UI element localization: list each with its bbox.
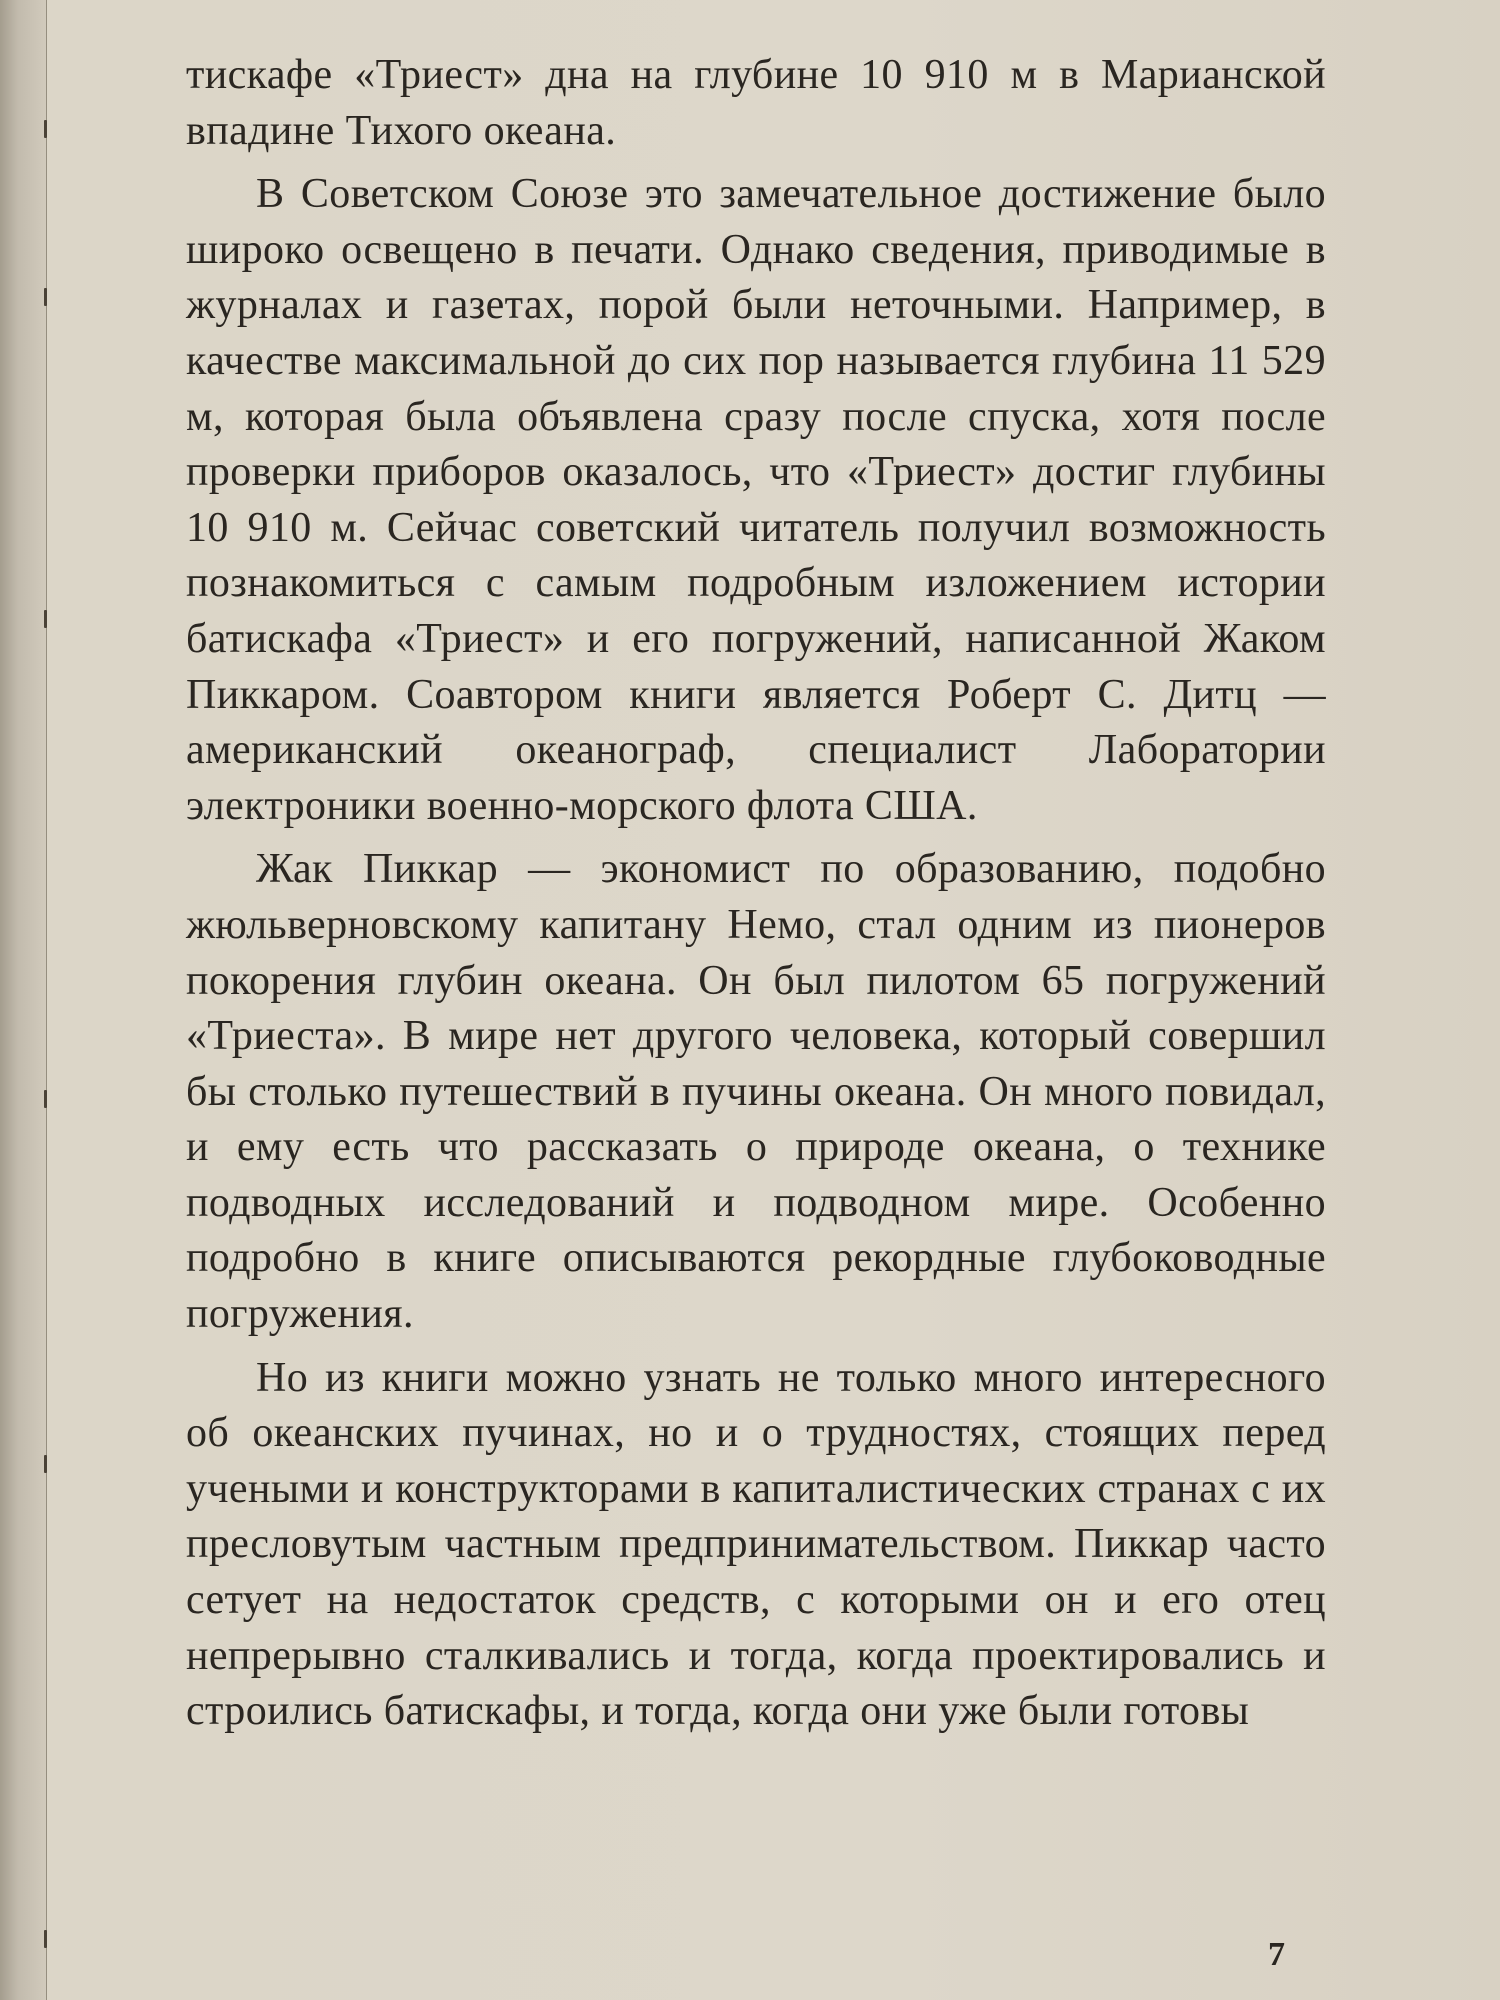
page-number: 7 — [1268, 1936, 1285, 1973]
paragraph-continuation: тискафе «Триест» дна на глубине 10 910 м в Марианской впадине Тихого океана. — [186, 52, 1326, 154]
binding-stitch — [44, 1455, 47, 1473]
paragraph: Но из книги можно узнать не только много интересного об океанских пучинах, но и о трудностях, стоящих перед учеными и конструкторами в капиталистических странах с их пресловутым частным предпринимательством. Пиккар часто сетует на недостаток средств, с которыми он и его отец непрерывно сталкивались и тогда, когда проектировались и строились батискафы, и тогда, когда они уже были готовы — [186, 1354, 1326, 1735]
binding-stitch — [44, 1930, 47, 1948]
paragraph: В Советском Союзе это замечательное достижение было широко освещено в печати. Однако сведения, приводимые в журналах и газетах, порой были неточными. Например, в качестве максимальной до сих пор называется глубина 11 529 м, которая была объявлена сразу после спуска, хотя после проверки приборов оказалось, что «Триест» достиг глубины 10 910 м. Сейчас советский читатель получил возможность познакомиться с самым подробным изложением истории батискафа «Триест» и его погружений, написанной Жаком Пиккаром. Соавтором книги является Роберт С. Дитц — американский океанограф, специалист Лаборатории электроники военно-морского флота США. — [186, 171, 1326, 829]
binding-stitch — [44, 610, 47, 628]
binding-stitch — [44, 120, 47, 138]
book-binding — [0, 0, 47, 2000]
binding-stitch — [44, 288, 47, 306]
binding-stitch — [44, 1090, 47, 1108]
paragraph: Жак Пиккар — экономист по образованию, подобно жюльверновскому капитану Немо, стал одним из пионеров покорения глубин океана. Он был пилотом 65 погружений «Триеста». В мире нет другого человека, который совершил бы столько путешествий в пучины океана. Он много повидал, и ему есть что рассказать о природе океана, о технике подводных исследований и подводном мире. Особенно подробно в книге описываются рекордные глубоководные погружения. — [186, 846, 1326, 1338]
body-text — [186, 48, 1326, 1748]
